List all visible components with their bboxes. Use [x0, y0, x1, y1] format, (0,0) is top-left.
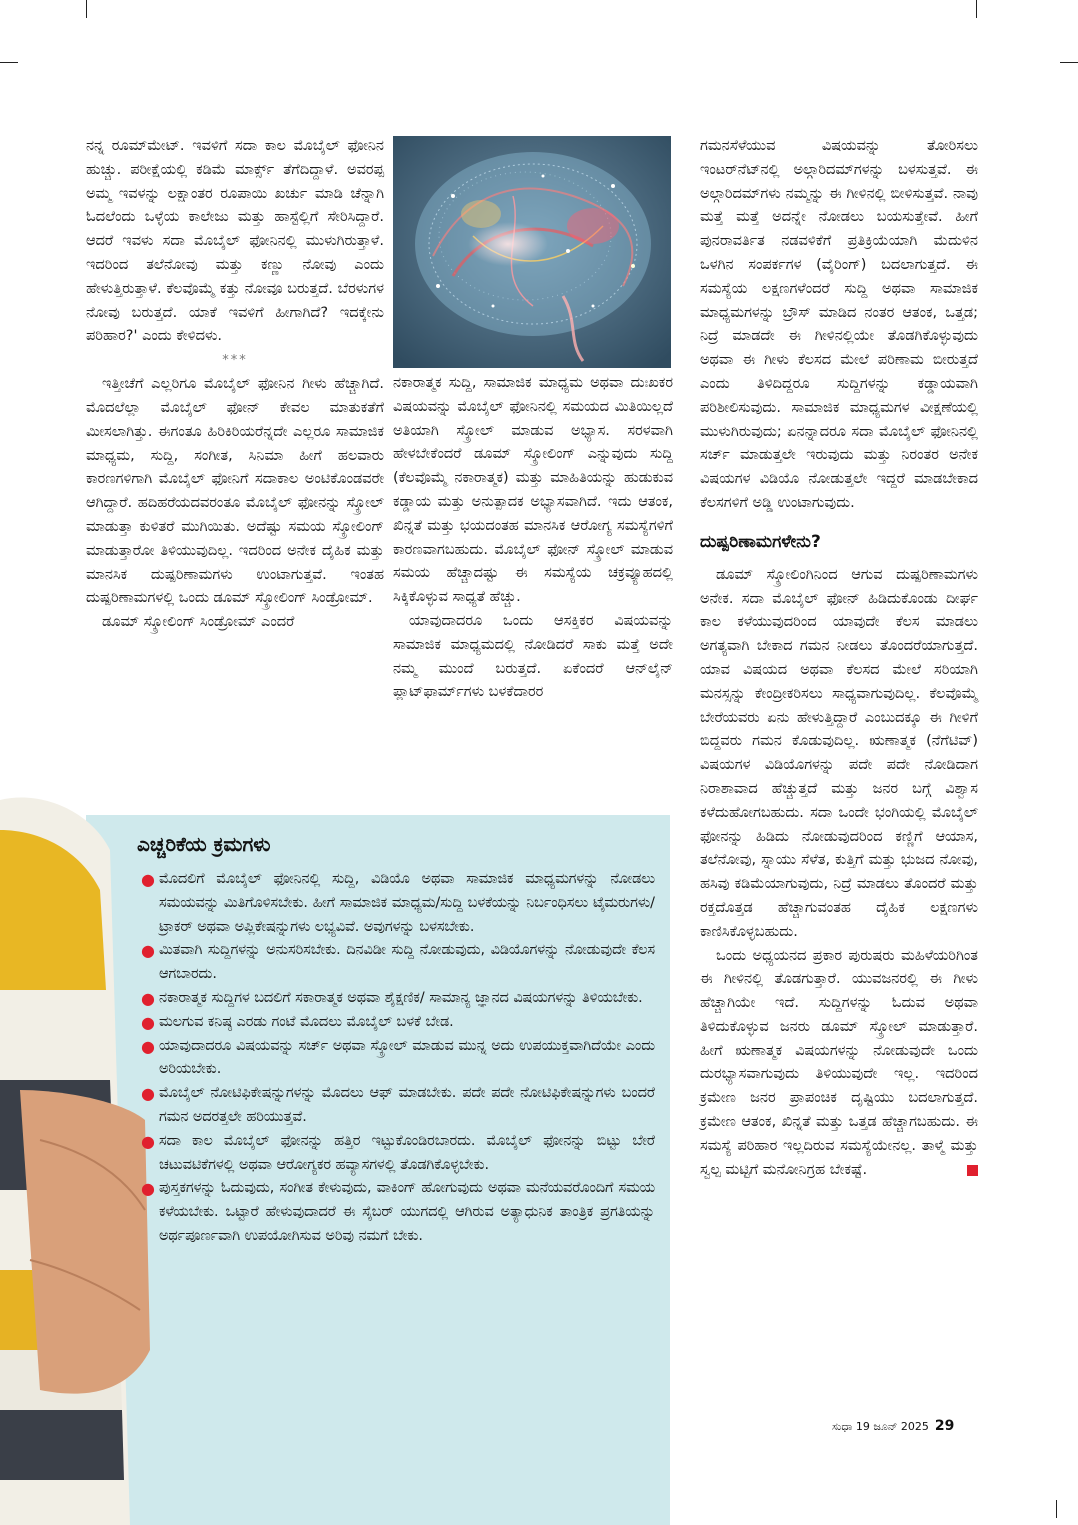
list-item [137, 868, 655, 939]
brain-network-illustration [393, 136, 671, 368]
page-footer [832, 1418, 954, 1434]
list-item [137, 987, 655, 1011]
list-item-text: ಮಿತವಾಗಿ ಸುದ್ದಿಗಳನ್ನು ಅನುಸರಿಸಬೇಕು. ದಿನವಿಡೀ ಸುದ್ದಿ ನೋಡುವುದು, ವಿಡಿಯೊಗಳನ್ನು ನೋಡುವುದೇ ಕೆಲಸ ಆಗಬಾರದು. [159, 942, 655, 983]
end-of-article-mark [967, 1165, 978, 1176]
bullet-icon: ● [141, 1179, 155, 1199]
bullet-icon: ● [141, 988, 155, 1008]
paragraph: ಇತ್ತೀಚೆಗೆ ಎಲ್ಲರಿಗೂ ಮೊಬೈಲ್ ಫೋನಿನ ಗೀಳು ಹೆಚ್ಚಾಗಿದೆ. ಮೊದಲೆಲ್ಲಾ ಮೊಬೈಲ್ ಫೋನ್ ಕೇವಲ ಮಾತುಕತೆಗೆ ಮೀಸಲಾಗಿತ್ತು. ಈಗಂತೂ ಹಿರಿಕಿರಿಯರೆನ್ನದೇ ಎಲ್ಲರೂ ಸಾಮಾಜಿಕ ಮಾಧ್ಯಮ, ಸುದ್ದಿ, ಸಂಗೀತ, ಸಿನಿಮಾ ಹೀಗೆ ಹಲವಾರು ಕಾರಣಗಳಿಗಾಗಿ ಮೊಬೈಲ್ ಫೋನಿಗೆ ಸದಾಕಾಲ ಅಂಟಿಕೊಂಡವರೇ ಆಗಿದ್ದಾರೆ. ಹದಿಹರೆಯದವರಂತೂ ಮೊಬೈಲ್ ಫೋನನ್ನು ಸ್ಕ್ರೋಲ್ ಮಾಡುತ್ತಾ ಕುಳಿತರೆ ಮುಗಿಯಿತು. ಅದೆಷ್ಟು ಸಮಯ ಸ್ಕ್ರೋಲಿಂಗ್ ಮಾಡುತ್ತಾರೋ ತಿಳಿಯುವುದಿಲ್ಲ. ಇದರಿಂದ ಅನೇಕ ದೈಹಿಕ ಮತ್ತು ಮಾನಸಿಕ ದುಷ್ಪರಿಣಾಮಗಳು ಉಂಟಾಗುತ್ತವೆ. ಇಂತಹ ದುಷ್ಪರಿಣಾಮಗಳಲ್ಲಿ ಒಂದು ಡೂಮ್ ಸ್ಕ್ರೋಲಿಂಗ್ ಸಿಂಡ್ರೋಮ್. [86, 376, 384, 607]
paragraph: ಡೂಮ್ ಸ್ಕ್ರೋಲಿಂಗಿನಿಂದ ಆಗುವ ದುಷ್ಪರಿಣಾಮಗಳು ಅನೇಕ. ಸದಾ ಮೊಬೈಲ್ ಫೋನ್ ಹಿಡಿದುಕೊಂಡು ದೀರ್ಘ ಕಾಲ ಕಳೆಯುವುದರಿಂದ ಯಾವುದೇ ಕೆಲಸ ಮಾಡಲು ಅಗತ್ಯವಾಗಿ ಬೇಕಾದ ಗಮನ ನೀಡಲು ತೊಂದರೆಯಾಗುತ್ತದೆ. ಯಾವ ವಿಷಯದ ಅಥವಾ ಕೆಲಸದ ಮೇಲೆ ಸರಿಯಾಗಿ ಮನಸ್ಸನ್ನು ಕೇಂದ್ರೀಕರಿಸಲು ಸಾಧ್ಯವಾಗುವುದಿಲ್ಲ. ಕೆಲವೊಮ್ಮೆ ಬೇರೆಯವರು ಏನು ಹೇಳುತ್ತಿದ್ದಾರೆ ಎಂಬುದಕ್ಕೂ ಈ ಗೀಳಿಗೆ ಬಿದ್ದವರು ಗಮನ ಕೊಡುವುದಿಲ್ಲ. ಋಣಾತ್ಮಕ (ನೆಗೆಟಿವ್) ವಿಷಯಗಳ ವಿಡಿಯೊಗಳನ್ನು ಪದೇ ಪದೇ ನೋಡಿದಾಗ ನಿರಾಶಾವಾದ ಹೆಚ್ಚುತ್ತದೆ ಮತ್ತು ಜನರ ಬಗ್ಗೆ ವಿಶ್ವಾಸ ಕಳೆದುಹೋಗಬಹುದು. ಸದಾ ಒಂದೇ ಭಂಗಿಯಲ್ಲಿ ಮೊಬೈಲ್ ಫೋನನ್ನು ಹಿಡಿದು ನೋಡುವುದರಿಂದ ಕಣ್ಣಿಗೆ ಆಯಾಸ, ತಲೆನೋವು, ಸ್ನಾಯು ಸೆಳೆತ, ಕುತ್ತಿಗೆ ಮತ್ತು ಭುಜದ ನೋವು, ಹಸಿವು ಕಡಿಮೆಯಾಗುವುದು, ನಿದ್ರೆ ಮಾಡಲು ತೊಂದರೆ ಮತ್ತು ರಕ್ತದೊತ್ತಡ ಹೆಚ್ಚಾಗುವಂತಹ ದೈಹಿಕ ಲಕ್ಷಣಗಳು ಕಾಣಿಸಿಕೊಳ್ಳಬಹುದು. [700, 566, 978, 940]
list-item-text: ಸದಾ ಕಾಲ ಮೊಬೈಲ್ ಫೋನನ್ನು ಹತ್ತಿರ ಇಟ್ಟುಕೊಂಡಿರಬಾರದು. ಮೊಬೈಲ್ ಫೋನನ್ನು ಬಿಟ್ಟು ಬೇರೆ ಚಟುವಟಿಕೆಗಳಲ್ಲಿ ಅಥವಾ ಆರೋಗ್ಯಕರ ಹವ್ಯಾಸಗಳಲ್ಲಿ ತೊಡಗಿಕೊಳ್ಳಬೇಕು. [159, 1132, 655, 1173]
list-item [137, 1035, 655, 1083]
crop-mark [1060, 62, 1078, 63]
list-item-text: ಮೊದಲಿಗೆ ಮೊಬೈಲ್ ಫೋನಿನಲ್ಲಿ ಸುದ್ದಿ, ವಿಡಿಯೊ ಅಥವಾ ಸಾಮಾಜಿಕ ಮಾಧ್ಯಮಗಳನ್ನು ನೋಡಲು ಸಮಯವನ್ನು ಮಿತಿಗೊಳಿಸಬೇಕು. ಹೀಗೆ ಸಾಮಾಜಿಕ ಮಾಧ್ಯಮ/ಸುದ್ದಿ ಬಳಕೆಯನ್ನು ನಿರ್ಬಂಧಿಸಲು ಟೈಮರುಗಳು/ಟ್ರಾಕರ್ ಅಥವಾ ಅಪ್ಲಿಕೇಷನ್ನುಗಳು ಲಭ್ಯವಿವೆ. ಅವುಗಳನ್ನು ಬಳಸಬೇಕು. [159, 871, 655, 935]
list-item-text: ಮಲಗುವ ಕನಿಷ್ಠ ಎರಡು ಗಂಟೆ ಮೊದಲು ಮೊಬೈಲ್ ಬಳಕೆ ಬೇಡ. [159, 1013, 454, 1030]
list-item-text: ನಕಾರಾತ್ಮಕ ಸುದ್ದಿಗಳ ಬದಲಿಗೆ ಸಕಾರಾತ್ಮಕ ಅಥವಾ ಶೈಕ್ಷಣಿಕ/ ಸಾಮಾನ್ಯ ಜ್ಞಾನದ ವಿಷಯಗಳನ್ನು ತಿಳಿಯಬೇಕು. [159, 989, 643, 1006]
bullet-icon: ● [141, 941, 155, 961]
paragraph: ಯಾವುದಾದರೂ ಒಂದು ಆಸಕ್ತಿಕರ ವಿಷಯವನ್ನು ಸಾಮಾಜಿಕ ಮಾಧ್ಯಮದಲ್ಲಿ ನೋಡಿದರೆ ಸಾಕು ಮತ್ತೆ ಅದೇ ನಮ್ಮ ಮುಂದೆ ಬರುತ್ತದೆ. ಏಕೆಂದರೆ ಆನ್‌ಲೈನ್ ಪ್ಲಾಟ್‌ಫಾರ್ಮ್‌ಗಳು ಬಳಕೆದಾರರ [393, 612, 673, 701]
page-number: 29 [934, 1418, 955, 1434]
section-separator: *** [222, 353, 248, 369]
paragraph: ನನ್ನ ರೂಮ್‌ಮೇಟ್‌. ಇವಳಿಗೆ ಸದಾ ಕಾಲ ಮೊಬೈಲ್ ಫೋನಿನ ಹುಚ್ಚು. ಪರೀಕ್ಷೆಯಲ್ಲಿ ಕಡಿಮೆ ಮಾರ್ಕ್ಸ್ ತೆಗೆದಿದ್ದಾಳೆ. ಅವರಪ್ಪ ಅಮ್ಮ ಇವಳನ್ನು ಲಕ್ಷಾಂತರ ರೂಪಾಯಿ ಖರ್ಚು ಮಾಡಿ ಚೆನ್ನಾಗಿ ಓದಲೆಂದು ಒಳ್ಳೆಯ ಕಾಲೇಜು ಮತ್ತು ಹಾಸ್ಟೆಲ್ಲಿಗೆ ಸೇರಿಸಿದ್ದಾರೆ. ಆದರೆ ಇವಳು ಸದಾ ಮೊಬೈಲ್ ಫೋನಿನಲ್ಲಿ ಮುಳುಗಿರುತ್ತಾಳೆ. ಇದರಿಂದ ತಲೆನೋವು ಮತ್ತು ಕಣ್ಣು ನೋವು ಎಂದು ಹೇಳುತ್ತಿರುತ್ತಾಳೆ. ಕೆಲವೊಮ್ಮೆ ಕತ್ತು ನೋವೂ ಬರುತ್ತದೆ. ಬೆರಳುಗಳ ನೋವು ಬರುತ್ತದೆ. ಯಾಕೆ ಇವಳಿಗೆ ಹೀಗಾಗಿದೆ? ಇದಕ್ಕೇನು ಪರಿಹಾರ?' ಎಂದು ಕೇಳಿದಳು. [86, 138, 384, 345]
list-item [137, 939, 655, 987]
crop-mark [1056, 1500, 1057, 1518]
box-title: ಎಚ್ಚರಿಕೆಯ ಕ್ರಮಗಳು [137, 832, 271, 856]
article-column-1 [86, 135, 384, 635]
paragraph-text: ಒಂದು ಅಧ್ಯಯನದ ಪ್ರಕಾರ ಪುರುಷರು ಮಹಿಳೆಯರಿಗಿಂತ ಈ ಗೀಳಿನಲ್ಲಿ ತೊಡಗುತ್ತಾರೆ. ಯುವಜನರಲ್ಲಿ ಈ ಗೀಳು ಹೆಚ್ಚಾಗಿಯೇ ಇದೆ. ಸುದ್ದಿಗಳನ್ನು ಓದುವ ಅಥವಾ ತಿಳಿದುಕೊಳ್ಳುವ ಜನರು ಡೂಮ್ ಸ್ಕ್ರೋಲ್ ಮಾಡುತ್ತಾರೆ. ಹೀಗೆ ಋಣಾತ್ಮಕ ವಿಷಯಗಳನ್ನು ನೋಡುವುದೇ ಒಂದು ದುರಭ್ಯಾಸವಾಗುವುದು ತಿಳಿಯುವುದೇ ಇಲ್ಲ. ಇದರಿಂದ ಕ್ರಮೇಣ ಜನರ ಪ್ರಾಪಂಚಿಕ ದೃಷ್ಟಿಯು ಬದಲಾಗುತ್ತದೆ. ಕ್ರಮೇಣ ಆತಂಕ, ಖಿನ್ನತೆ ಮತ್ತು ಒತ್ತಡ ಹೆಚ್ಚಾಗಬಹುದು. ಈ ಸಮಸ್ಯೆ ಪರಿಹಾರ ಇಲ್ಲದಿರುವ ಸಮಸ್ಯೆಯೇನಲ್ಲ. ತಾಳ್ಮೆ ಮತ್ತು ಸ್ವಲ್ಪ ಮಟ್ಟಿಗೆ ಮನೋನಿಗ್ರಹ ಬೇಕಷ್ಟೆ. [700, 947, 978, 1178]
crop-mark [976, 0, 977, 18]
bullet-icon: ● [141, 1131, 155, 1151]
crop-mark [86, 0, 87, 18]
paragraph: ಡೂಮ್ ಸ್ಕ್ರೋಲಿಂಗ್ ಸಿಂಡ್ರೋಮ್ ಎಂದರೆ [102, 614, 295, 631]
section-heading: ದುಷ್ಪರಿಣಾಮಗಳೇನು? [700, 531, 821, 552]
bullet-icon: ● [141, 1012, 155, 1032]
list-item-text: ಮೊಬೈಲ್ ನೋಟಿಫಿಕೇಷನ್ನುಗಳನ್ನು ಮೊದಲು ಆಫ್ ಮಾಡಬೇಕು. ಪದೇ ಪದೇ ನೋಟಿಫಿಕೇಷನ್ನುಗಳು ಬಂದರೆ ಗಮನ ಅದರತ್ತಲೇ ಹರಿಯುತ್ತವೆ. [159, 1085, 655, 1125]
bullet-icon: ● [141, 870, 155, 889]
issue-date: ಸುಧಾ 19 ಜೂನ್ 2025 [832, 1420, 929, 1433]
list-item-text: ಯಾವುದಾದರೂ ವಿಷಯವನ್ನು ಸರ್ಚ್ ಅಥವಾ ಸ್ಕ್ರೋಲ್ ಮಾಡುವ ಮುನ್ನ ಅದು ಉಪಯುಕ್ತವಾಗಿದೆಯೇ ಎಂದು ಅರಿಯಬೇಕು. [159, 1037, 655, 1078]
paragraph: ನಕಾರಾತ್ಮಕ ಸುದ್ದಿ, ಸಾಮಾಜಿಕ ಮಾಧ್ಯಮ ಅಥವಾ ದುಃಖಕರ ವಿಷಯವನ್ನು ಮೊಬೈಲ್ ಫೋನಿನಲ್ಲಿ ಸಮಯದ ಮಿತಿಯಿಲ್ಲದೆ ಅತಿಯಾಗಿ ಸ್ಕ್ರೋಲ್ ಮಾಡುವ ಅಭ್ಯಾಸ. ಸರಳವಾಗಿ ಹೇಳಬೇಕೆಂದರೆ ಡೂಮ್ ಸ್ಕ್ರೋಲಿಂಗ್ ಎನ್ನುವುದು ಸುದ್ದಿ (ಕೆಲವೊಮ್ಮೆ ನಕಾರಾತ್ಮಕ) ಮತ್ತು ಮಾಹಿತಿಯನ್ನು ಹುಡುಕುವ ಕಡ್ಡಾಯ ಮತ್ತು ಅನುತ್ಪಾದಕ ಅಭ್ಯಾಸವಾಗಿದೆ. ಇದು ಆತಂಕ, ಖಿನ್ನತೆ ಮತ್ತು ಭಯದಂತಹ ಮಾನಸಿಕ ಆರೋಗ್ಯ ಸಮಸ್ಯೆಗಳಿಗೆ ಕಾರಣವಾಗಬಹುದು. ಮೊಬೈಲ್ ಫೋನ್ ಸ್ಕ್ರೋಲ್ ಮಾಡುವ ಸಮಯ ಹೆಚ್ಚಾದಷ್ಟು ಈ ಸಮಸ್ಯೆಯ ಚಕ್ರವ್ಯೂಹದಲ್ಲಿ ಸಿಕ್ಕಿಕೊಳ್ಳುವ ಸಾಧ್ಯತೆ ಹೆಚ್ಚು. [393, 375, 673, 606]
person-illustration [0, 790, 150, 1525]
list-item [137, 1011, 655, 1035]
list-item-text: ಪುಸ್ತಕಗಳನ್ನು ಓದುವುದು, ಸಂಗೀತ ಕೇಳುವುದು, ವಾಕಿಂಗ್ ಹೋಗುವುದು ಅಥವಾ ಮನೆಯವರೊಂದಿಗೆ ಸಮಯ ಕಳೆಯಬೇಕು. ಒಟ್ಟಾರೆ ಹೇಳುವುದಾದರೆ ಈ ಸೈಬರ್ ಯುಗದಲ್ಲಿ ಆಗಿರುವ ಅತ್ಯಾಧುನಿಕ ತಾಂತ್ರಿಕ ಪ್ರಗತಿಯನ್ನು ಅರ್ಥಪೂರ್ಣವಾಗಿ ಉಪಯೋಗಿಸುವ ಅರಿವು ನಮಗೆ ಬೇಕು. [159, 1180, 655, 1244]
precautions-list [137, 868, 655, 1249]
bullet-icon: ● [141, 1084, 155, 1104]
paragraph [700, 945, 978, 1183]
crop-mark [0, 62, 18, 63]
paragraph: ಗಮನಸೆಳೆಯುವ ವಿಷಯವನ್ನು ತೋರಿಸಲು ಇಂಟರ್‌ನೆಟ್‌ನಲ್ಲಿ ಅಲ್ಗಾರಿದಮ್‌ಗಳನ್ನು ಬಳಸುತ್ತವೆ. ಈ ಅಲ್ಗಾರಿದಮ್‌ಗಳು ನಮ್ಮನ್ನು ಈ ಗೀಳಿನಲ್ಲಿ ಬೀಳಿಸುತ್ತವೆ. ನಾವು ಮತ್ತೆ ಮತ್ತೆ ಅದನ್ನೇ ನೋಡಲು ಬಯಸುತ್ತೇವೆ. ಹೀಗೆ ಪುನರಾವರ್ತಿತ ನಡವಳಿಕೆಗೆ ಪ್ರತಿಕ್ರಿಯೆಯಾಗಿ ಮೆದುಳಿನ ಒಳಗಿನ ಸಂಪರ್ಕಗಳ (ವೈರಿಂಗ್) ಬದಲಾಗುತ್ತದೆ. ಈ ಸಮಸ್ಯೆಯ ಲಕ್ಷಣಗಳೆಂದರೆ ಸುದ್ದಿ ಅಥವಾ ಸಾಮಾಜಿಕ ಮಾಧ್ಯಮಗಳನ್ನು ಬ್ರೌಸ್ ಮಾಡಿದ ನಂತರ ಆತಂಕ, ಒತ್ತಡ; ನಿದ್ರೆ ಮಾಡದೇ ಈ ಗೀಳಿನಲ್ಲಿಯೇ ತೊಡಗಿಕೊಳ್ಳುವುದು ಅಥವಾ ಈ ಗೀಳು ಕೆಲಸದ ಮೇಲೆ ಪರಿಣಾಮ ಬೀರುತ್ತದೆ ಎಂದು ತಿಳಿದಿದ್ದರೂ ಸುದ್ದಿಗಳನ್ನು ಕಡ್ಡಾಯವಾಗಿ ಪರಿಶೀಲಿಸುವುದು. ಸಾಮಾಜಿಕ ಮಾಧ್ಯಮಗಳ ವೀಕ್ಷಣೆಯಲ್ಲಿ ಮುಳುಗಿರುವುದು; ಏನನ್ನಾದರೂ ಸದಾ ಮೊಬೈಲ್ ಫೋನಿನಲ್ಲಿ ಸರ್ಚ್ ಮಾಡುತ್ತಲೇ ಇರುವುದು ಮತ್ತು ನಿರಂತರ ಅನೇಕ ವಿಷಯಗಳ ವಿಡಿಯೊ ನೋಡುತ್ತಲೇ ಇದ್ದರೆ ಮಾಡಬೇಕಾದ ಕೆಲಸಗಳಿಗೆ ಅಡ್ಡಿ ಉಂಟಾಗುವುದು. [700, 138, 978, 511]
list-item [137, 1177, 655, 1248]
article-column-3 [700, 135, 978, 1182]
article-column-2 [393, 372, 673, 705]
bullet-icon: ● [141, 1036, 155, 1056]
list-item [137, 1082, 655, 1130]
list-item [137, 1130, 655, 1178]
